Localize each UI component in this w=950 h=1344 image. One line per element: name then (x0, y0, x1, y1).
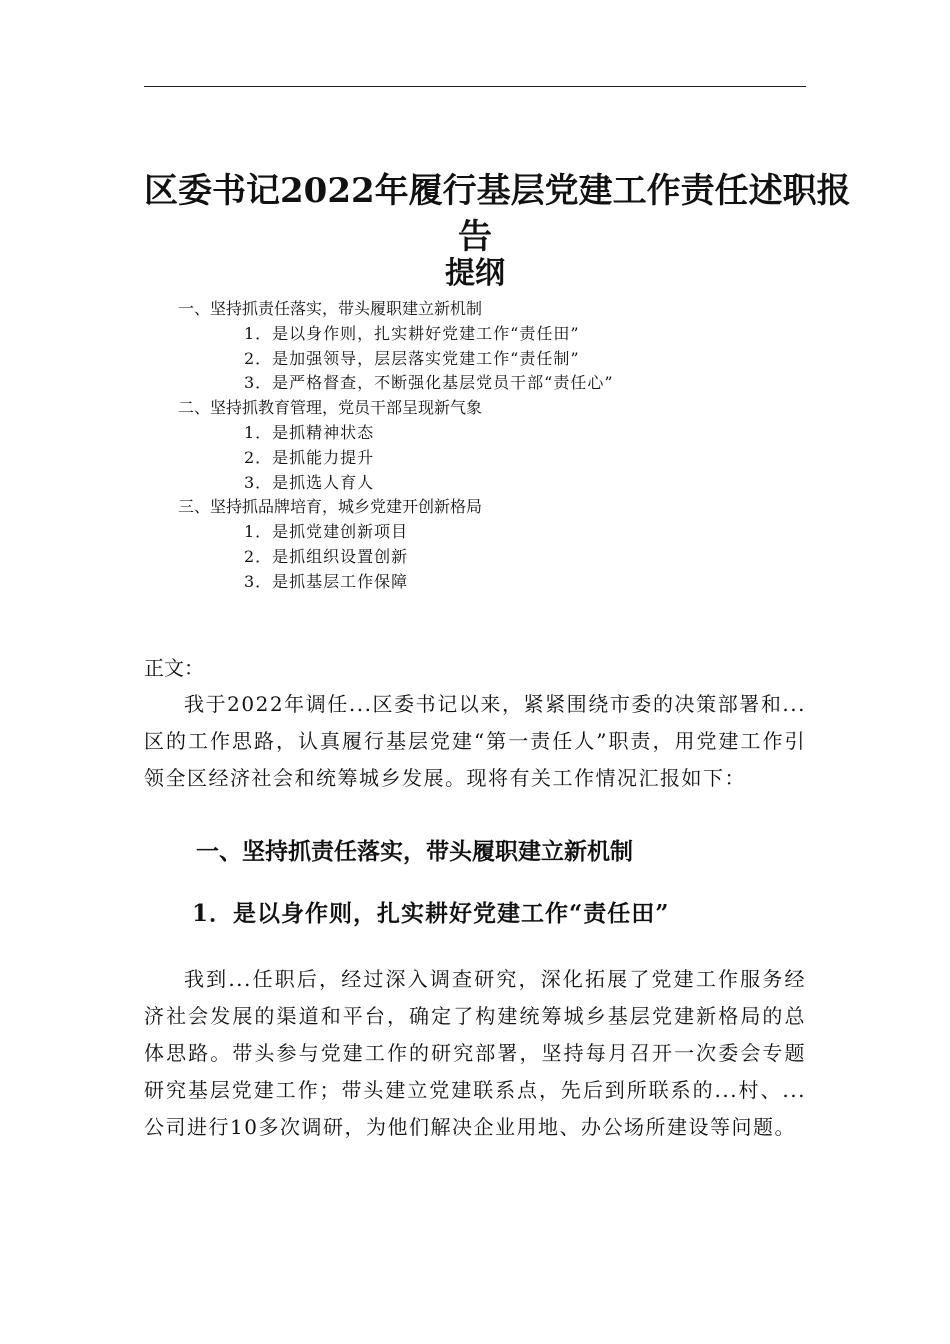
outline-section-heading: 一、坚持抓责任落实，带头履职建立新机制 (178, 299, 483, 318)
intro-paragraph: 我于2022年调任...区委书记以来，紧紧围绕市委的决策部署和...区的工作思路，认真履行基层党建“第一责任人”职责，用党建工作引领全区经济社会和统筹城乡发展。现将有关工作情况汇报如下： (144, 692, 806, 790)
subsection-heading: 1．是以身作则，扎实耕好党建工作“责任田” (192, 900, 670, 927)
section-heading: 一、坚持抓责任落实，带头履职建立新机制 (196, 839, 633, 865)
outline-list (0, 297, 950, 595)
document-body (144, 650, 806, 1146)
outline-item: 3．是抓选人育人 (244, 472, 375, 492)
title-line-1: 区委书记2022年履行基层党建工作责任述职报 (144, 171, 851, 211)
outline-item: 2．是抓组织设置创新 (244, 546, 409, 566)
outline-item: 1．是以身作则，扎实耕好党建工作“责任田” (244, 323, 580, 343)
outline-item: 2．是加强领导，层层落实党建工作“责任制” (244, 348, 580, 368)
outline-section-heading: 二、坚持抓教育管理，党员干部呈现新气象 (178, 398, 483, 418)
title-line-2: 告 (458, 217, 492, 257)
document-title (144, 168, 851, 260)
outline-item: 3．是抓基层工作保障 (244, 571, 409, 591)
header-rule (144, 86, 806, 87)
outline-item: 2．是抓能力提升 (244, 447, 375, 467)
body-label: 正文： (144, 656, 204, 680)
body-paragraph: 我到...任职后，经过深入调查研究，深化拓展了党建工作服务经济社会发展的渠道和平台，确定了构建统筹城乡基层党建新格局的总体思路。带头参与党建工作的研究部署，坚持每月召开一次委会专题研究基层党建工作；带头建立党建联系点，先后到所联系的...村、...公司进行10多次调研，为他们解决企业用地、办公场所建设等问题。 (144, 967, 806, 1139)
outline-item: 3．是严格督查，不断强化基层党员干部“责任心” (244, 373, 614, 393)
outline-item: 1．是抓精神状态 (244, 422, 375, 442)
outline-heading: 提纲 (445, 256, 505, 291)
outline-item: 1．是抓党建创新项目 (244, 522, 409, 542)
outline-section-heading: 三、坚持抓品牌培育，城乡党建开创新格局 (178, 497, 483, 517)
